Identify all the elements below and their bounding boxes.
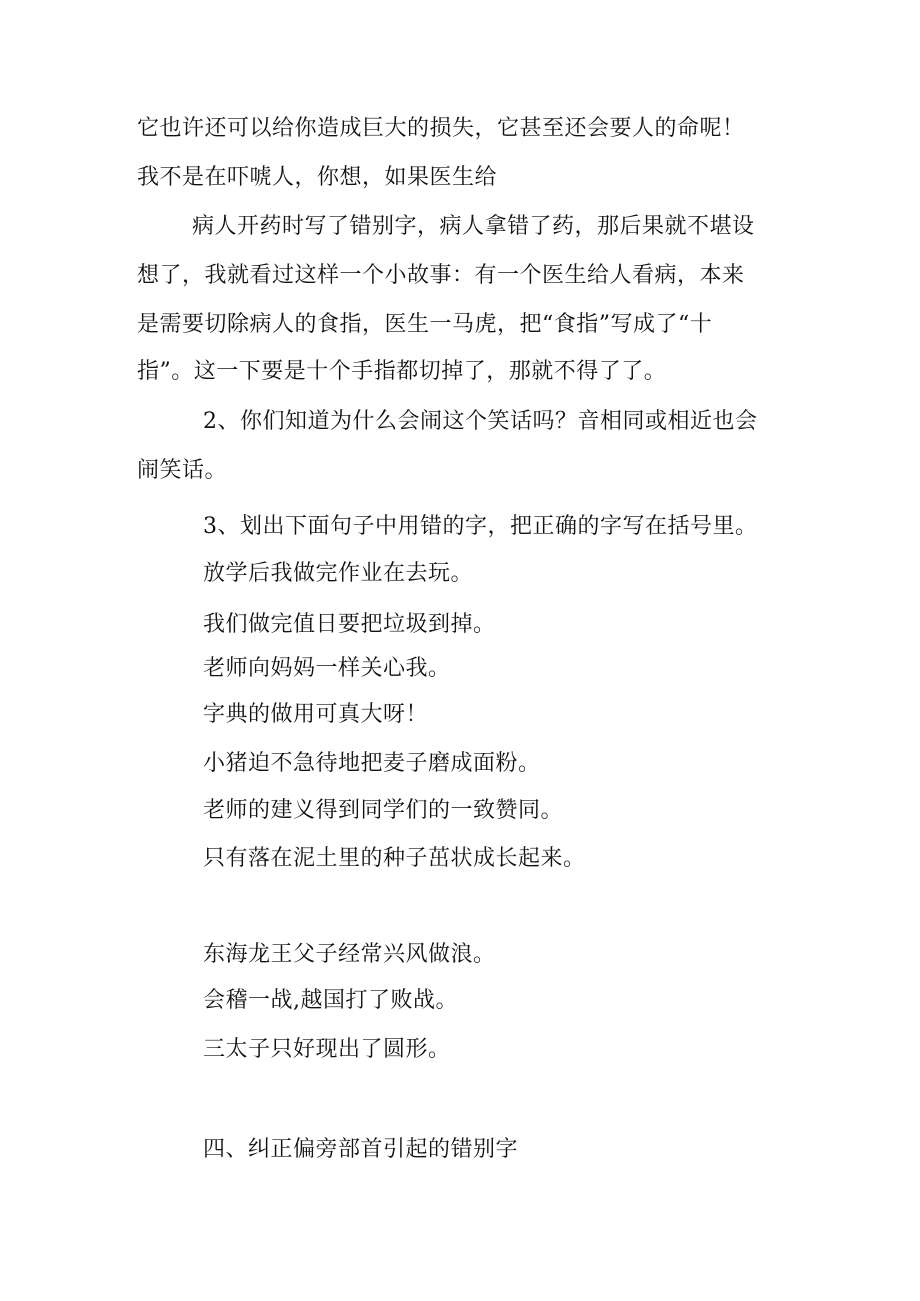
text-line: 想了，我就看过这样一个小故事：有一个医生给人看病，本来 bbox=[137, 263, 745, 288]
text-line: 病人开药时写了错别字，病人拿错了药，那后果就不堪设 bbox=[192, 214, 755, 239]
text-line: 我们做完值日要把垃圾到掉。 bbox=[203, 612, 496, 637]
text-line: 小猪迫不急待地把麦子磨成面粉。 bbox=[203, 751, 541, 776]
text-line: 三太子只好现出了圆形。 bbox=[203, 1037, 451, 1062]
text-line: 指”。这一下要是十个手指都切掉了，那就不得了了。 bbox=[137, 359, 667, 384]
text-line: 是需要切除病人的食指，医生一马虎，把“食指”写成了“十 bbox=[137, 312, 713, 337]
text-line: 字典的做用可真大呀！ bbox=[203, 702, 429, 727]
text-line: 只有落在泥土里的种子茁状成长起来。 bbox=[203, 846, 586, 871]
section-heading: 四、纠正偏旁部首引起的错别字 bbox=[203, 1137, 519, 1162]
text-line: 放学后我做完作业在去玩。 bbox=[203, 561, 474, 586]
text-line: 2、你们知道为什么会闹这个笑话吗？音相同或相近也会 bbox=[203, 409, 758, 434]
text-line: 会稽一战,越国打了败战。 bbox=[203, 988, 458, 1013]
text-line: 老师向妈妈一样关心我。 bbox=[203, 656, 451, 681]
text-line: 东海龙王父子经常兴风做浪。 bbox=[203, 942, 496, 967]
text-line: 老师的建义得到同学们的一致赞同。 bbox=[203, 798, 564, 823]
text-line: 它也许还可以给你造成巨大的损失，它甚至还会要人的命呢！ bbox=[137, 116, 745, 141]
text-line: 我不是在吓唬人，你想，如果医生给 bbox=[137, 165, 498, 190]
text-line: 闹笑话。 bbox=[137, 458, 228, 483]
text-line: 3、划出下面句子中用错的字，把正确的字写在括号里。 bbox=[203, 514, 758, 539]
